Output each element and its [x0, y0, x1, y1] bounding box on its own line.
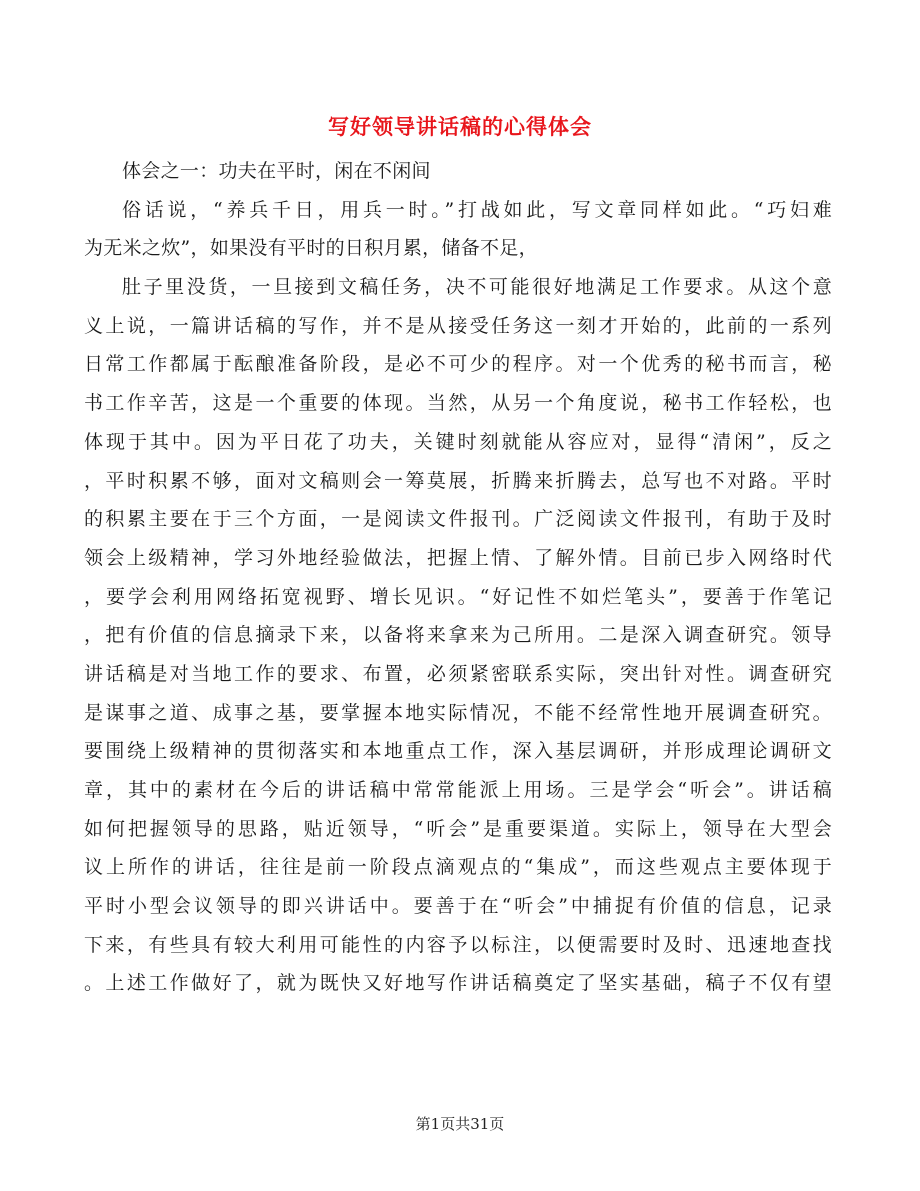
text-line: 日常工作都属于酝酿准备阶段，是必不可少的程序。对一个优秀的秘书而言，秘: [84, 353, 832, 376]
text-line: 体会之一：功夫在平时，闲在不闲间: [122, 160, 431, 182]
text-line: 俗话说，“养兵千日，用兵一时。”打战如此，写文章同样如此。“巧妇难: [122, 198, 832, 221]
text-line: ，要学会利用网络拓宽视野、增长见识。“好记性不如烂笔头”，要善于作笔记: [84, 585, 832, 608]
text-line: 讲话稿是对当地工作的要求、布置，必须紧密联系实际，突出针对性。调查研究: [84, 662, 832, 685]
page-number: 第1页共31页: [415, 1115, 505, 1133]
document-title: 写好领导讲话稿的心得体会: [328, 114, 592, 139]
text-line: 的积累主要在于三个方面，一是阅读文件报刊。广泛阅读文件报刊，有助于及时: [84, 508, 832, 531]
text-line: 要围绕上级精神的贯彻落实和本地重点工作，深入基层调研，并形成理论调研文: [84, 740, 832, 763]
text-line: 书工作辛苦，这是一个重要的体现。当然，从另一个角度说，秘书工作轻松，也: [84, 392, 832, 415]
text-line: ，平时积累不够，面对文稿则会一筹莫展，折腾来折腾去，总写也不对路。平时: [84, 469, 832, 492]
text-line: 议上所作的讲话，往往是前一阶段点滴观点的“集成”，而这些观点主要体现于: [84, 856, 832, 879]
text-line: 。上述工作做好了，就为既快又好地写作讲话稿奠定了坚实基础，稿子不仅有望: [84, 972, 832, 995]
text-line: 领会上级精神，学习外地经验做法，把握上情、了解外情。目前已步入网络时代: [84, 546, 832, 569]
text-line: ，把有价值的信息摘录下来，以备将来拿来为己所用。二是深入调查研究。领导: [84, 624, 832, 647]
text-line: 是谋事之道、成事之基，要掌握本地实际情况，不能不经常性地开展调查研究。: [84, 701, 832, 724]
text-line: 下来，有些具有较大利用可能性的内容予以标注，以便需要时及时、迅速地查找: [84, 933, 832, 956]
text-line: 为无米之炊”，如果没有平时的日积月累，储备不足，: [84, 237, 538, 260]
text-line: 章，其中的素材在今后的讲话稿中常常能派上用场。三是学会“听会”。讲话稿: [84, 779, 832, 801]
text-line: 义上说，一篇讲话稿的写作，并不是从接受任务这一刻才开始的，此前的一系列: [84, 314, 832, 337]
document-body: [84, 152, 832, 1003]
text-line: 肚子里没货，一旦接到文稿任务，决不可能很好地满足工作要求。从这个意: [122, 276, 832, 299]
text-line: 平时小型会议领导的即兴讲话中。要善于在“听会”中捕捉有价值的信息，记录: [84, 895, 832, 918]
text-line: 体现于其中。因为平日花了功夫，关键时刻就能从容应对，显得“清闲”，反之: [84, 430, 832, 453]
text-line: 如何把握领导的思路，贴近领导，“听会”是重要渠道。实际上，领导在大型会: [84, 817, 832, 840]
